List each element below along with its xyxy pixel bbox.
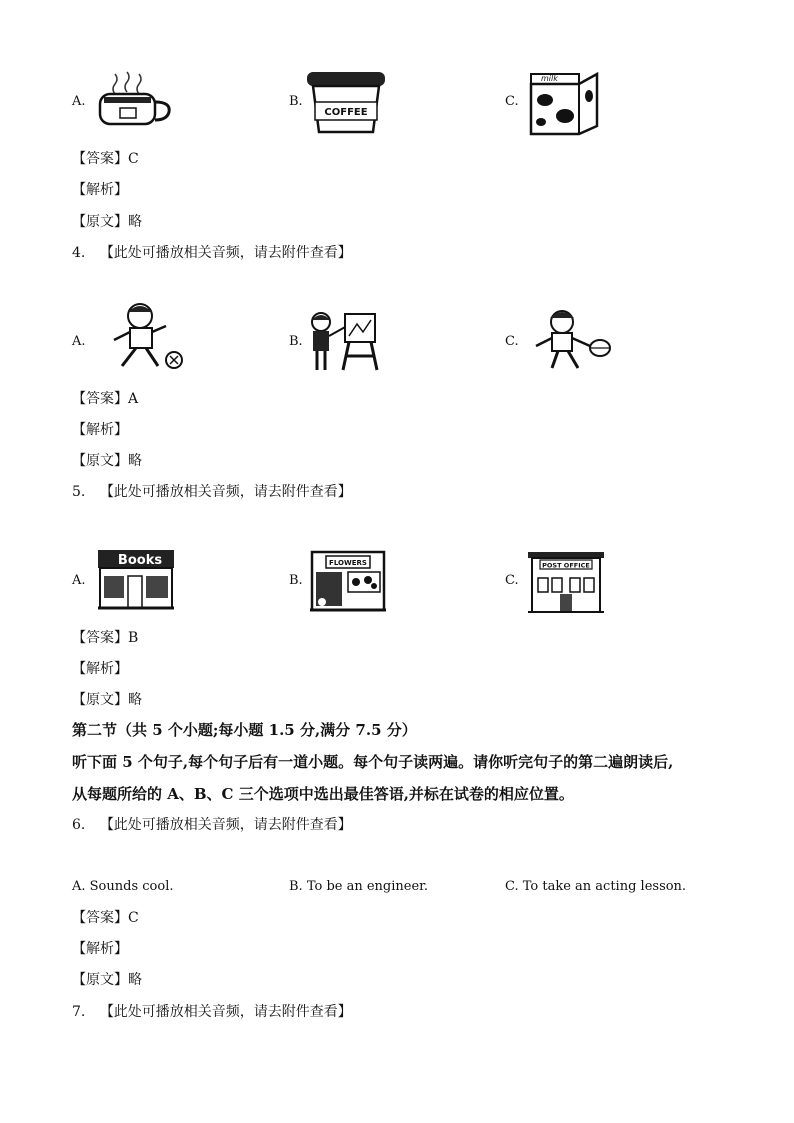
bookstore-icon — [96, 546, 178, 612]
q3-option-c-label: C. — [505, 94, 519, 109]
q5-option-b-label: B. — [289, 573, 303, 588]
section2-instruction-line1: 听下面 5 个句子,每个句子后有一道小题。每个句子读两遍。请你听完句子的第二遍朗读后, — [72, 753, 674, 771]
q6-prompt-line — [72, 815, 352, 835]
q7-audio-prompt: 【此处可播放相关音频，请去附件查看】 — [99, 1004, 352, 1020]
q7-prompt-line — [72, 1002, 352, 1022]
q6-audio-prompt: 【此处可播放相关音频，请去附件查看】 — [99, 817, 352, 833]
q5-original: 【原文】略 — [72, 692, 142, 708]
q5-answer: 【答案】B — [72, 630, 139, 646]
q5-option-c-label: C. — [505, 573, 519, 588]
q4-original: 【原文】略 — [72, 453, 142, 469]
milk-carton-print: milk — [541, 74, 558, 83]
q6-option-b: B. To be an engineer. — [289, 879, 429, 894]
bookstore-sign-print: Books — [117, 553, 163, 568]
q6-number: 6. — [72, 817, 86, 833]
q6-option-c: C. To take an acting lesson. — [505, 879, 687, 894]
q5-number: 5. — [72, 484, 86, 500]
coffee-cup-print: COFFEE — [324, 107, 368, 118]
q4-option-a-label: A. — [72, 334, 86, 349]
coffee-cup-icon — [95, 70, 175, 130]
q5-prompt-line — [72, 482, 352, 502]
post-office-icon — [526, 550, 606, 614]
q6-option-a: A. Sounds cool. — [72, 879, 174, 894]
q3-original: 【原文】略 — [72, 214, 142, 230]
boy-painting-easel-icon — [305, 308, 385, 374]
q6-answer: 【答案】C — [72, 910, 139, 926]
section2-heading: 第二节（共 5 个小题;每小题 1.5 分,满分 7.5 分） — [72, 721, 417, 739]
boy-playing-soccer-icon — [100, 300, 188, 376]
post-office-sign-print: POST OFFICE — [542, 561, 590, 570]
q3-option-a-label: A. — [72, 94, 86, 109]
q4-option-c-label: C. — [505, 334, 519, 349]
boy-playing-basketball-icon — [530, 306, 614, 374]
coffee-takeaway-cup-icon — [305, 68, 387, 136]
flower-shop-sign-print: FLOWERS — [329, 559, 367, 567]
milk-carton-icon — [527, 66, 601, 138]
q4-prompt-line — [72, 243, 352, 263]
q3-answer: 【答案】C — [72, 151, 139, 167]
section2-instruction-line2: 从每题所给的 A、B、C 三个选项中选出最佳答语,并标在试卷的相应位置。 — [72, 785, 574, 803]
q4-answer: 【答案】A — [72, 391, 139, 407]
q4-audio-prompt: 【此处可播放相关音频，请去附件查看】 — [99, 245, 352, 261]
q5-audio-prompt: 【此处可播放相关音频，请去附件查看】 — [99, 484, 352, 500]
q6-analysis: 【解析】 — [72, 941, 128, 957]
q4-number: 4. — [72, 245, 86, 261]
q5-option-a-label: A. — [72, 573, 86, 588]
flower-shop-icon — [308, 548, 388, 614]
q7-number: 7. — [72, 1004, 86, 1020]
q6-original: 【原文】略 — [72, 972, 142, 988]
q4-option-b-label: B. — [289, 334, 303, 349]
q3-option-b-label: B. — [289, 94, 303, 109]
q5-analysis: 【解析】 — [72, 661, 128, 677]
q3-analysis: 【解析】 — [72, 182, 128, 198]
q4-analysis: 【解析】 — [72, 422, 128, 438]
